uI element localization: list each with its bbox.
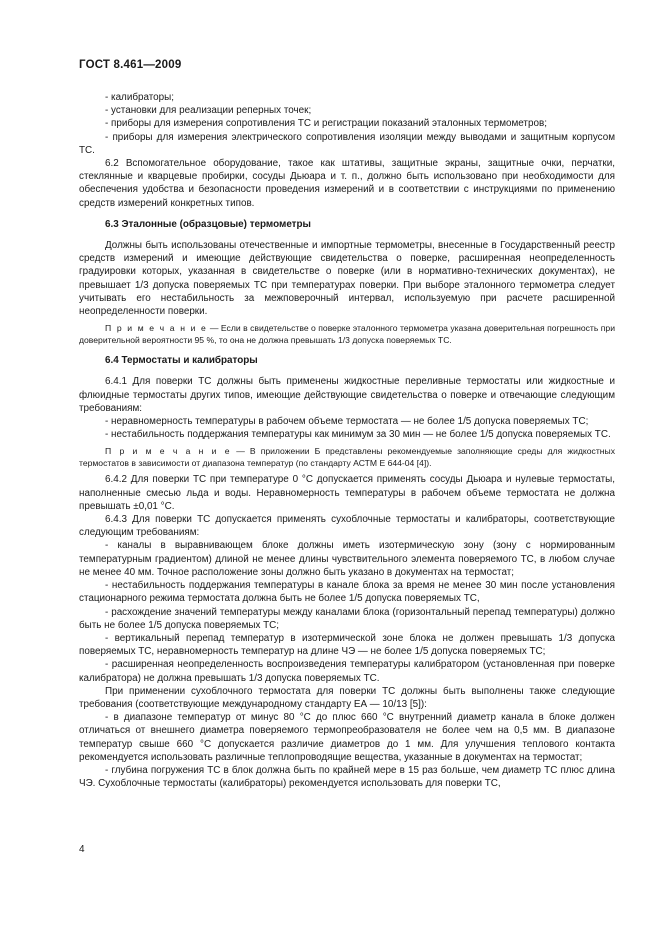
list-item-instability: - нестабильность поддержания температуры как минимум за 30 мин — не более 1/5 допуска поверяемых ТС. <box>105 429 611 441</box>
paragraph-6-4-2: 6.4.2 Для поверки ТС при температуре 0 °С допускается применять сосуды Дьюара и нулевые термостаты, наполненные смесью льда и воды. Неравномерность температуры в рабочем объеме термостата не должна превышать ±0,01 °С. <box>79 474 615 512</box>
list-item-isothermal-zone: - каналы в выравнивающем блоке должны иметь изотермическую зону (зону с нормированным температурным градиентом) длиной не менее длины чувствительного элемента поверяемого ТС, в любом случае не менее 40 мм. Точное расположение зоны должно быть указано в документах на термостат; <box>79 540 615 578</box>
list-item-channel-diameter: - в диапазоне температур от минус 80 °С до плюс 660 °С внутренний диаметр канала в блоке должен отличаться от внешнего диаметра поверяемого термопреобразователя не более чем на 0,5 мм. В диапазоне температур свыше 660 °С допускается различие диаметров до 1 мм. Для улучшения теплового контакта рекомендуется использовать различные теплопроводящие вещества, указанные в документах на термостат; <box>79 712 615 763</box>
paragraph-reference-thermometers: Должны быть использованы отечественные и импортные термометры, внесенные в Государственный реестр средств измерений и имеющие действующие свидетельства о поверке, расширенная неопределенность градуировки которых, указанная в свидетельстве о поверке (или в нормативно-технических документах), не превышает 1/3 допуска поверяемых ТС при температурах поверки. При выборе эталонного термометра следует учитывать его нестабильность за межповерочный интервал, используемую при расчете расширенной неопределенности поверки. <box>79 240 615 318</box>
section-heading-6-3: 6.3 Эталонные (образцовые) термометры <box>105 218 311 230</box>
standard-header: ГОСТ 8.461—2009 <box>79 59 182 71</box>
note-filling-media <box>79 445 615 469</box>
page-number: 4 <box>79 844 85 855</box>
list-item-horizontal-gradient: - расхождение значений температуры между каналами блока (горизонтальный перепад температуры) должно быть не более 1/5 допуска поверяемых ТС; <box>79 606 615 631</box>
list-item-nonuniformity: - неравномерность температуры в рабочем объеме термостата — не более 1/5 допуска поверяемых ТС; <box>105 416 589 428</box>
list-item-fixed-points: - установки для реализации реперных точек; <box>105 105 312 117</box>
list-item-insulation-meters: - приборы для измерения электрического сопротивления изоляции между выводами и защитным корпусом ТС. <box>79 131 615 156</box>
list-item-immersion-depth: - глубина погружения ТС в блок должна быть по крайней мере в 15 раз больше, чем диаметр ТС плюс длина ЧЭ. Сухоблочные термостаты (калибраторы) рекомендуется использовать для поверки ТС, <box>79 764 615 790</box>
note-text: — Если в свидетельстве о поверке эталонного термометра указана доверительная погрешность при доверительной вероятности 95 %, то она не должна превышать 1/3 допуска поверяемых ТС. <box>79 323 616 346</box>
list-item-vertical-gradient: - вертикальный перепад температур в изотермической зоне блока не должен превышать 1/3 допуска поверяемых ТС, неравномерность температур на длине ЧЭ — не более 1/5 допуска поверяемых ТС; <box>79 632 615 658</box>
list-item-resistance-meters: - приборы для измерения сопротивления ТС и регистрации показаний эталонных термометров; <box>105 118 547 130</box>
note-text: — В приложении Б представлены рекомендуемые заполняющие среды для жидкостных термостатов в зависимости от диапазона температур (по стандарту АСТМ Е 644-04 [4]). <box>79 446 615 469</box>
list-item-calibrator-uncertainty: - расширенная неопределенность воспроизведения температуры калибратором (установленная при поверке калибратора) не должна превышать 1/3 допуска поверяемых ТС. <box>79 659 615 684</box>
list-item-calibrators: - калибраторы; <box>105 92 174 103</box>
paragraph-6-4-3: 6.4.3 Для поверки ТС допускается применять сухоблочные термостаты и калибраторы, соответствующие следующим требованиям: <box>79 514 615 539</box>
paragraph-6-2: 6.2 Вспомогательное оборудование, такое как штативы, защитные экраны, защитные очки, перчатки, стеклянные и кварцевые пробирки, сосуды Дьюара и т. п., должно быть использовано при необходимости для обеспечения удобства и безопасности проведения измерений и в соответствии с инструкциями по применению средств измерений конкретных типов. <box>79 158 615 209</box>
note-reference-thermometer <box>79 322 615 346</box>
note-label: П р и м е ч а н и е <box>105 323 208 334</box>
note-label: П р и м е ч а н и е <box>105 446 232 457</box>
paragraph-6-4-1: 6.4.1 Для поверки ТС должны быть применены жидкостные переливные термостаты или жидкостные и флюидные термостаты других типов, имеющие действующие свидетельства о поверке и отвечающие следующим требованиям: <box>79 376 615 414</box>
paragraph-dry-block-requirements: При применении сухоблочного термостата для поверки ТС должны быть выполнены также следующие требования (соответствующие международному стандарту ЕА — 10/13 [5]): <box>79 685 615 710</box>
list-item-channel-instability: - нестабильность поддержания температуры в канале блока за время не менее 30 мин после установления стационарного режима термостата должна быть не более 1/5 допуска поверяемых ТС, <box>79 580 615 605</box>
section-heading-6-4: 6.4 Термостаты и калибраторы <box>105 355 258 367</box>
document-body <box>79 91 615 790</box>
